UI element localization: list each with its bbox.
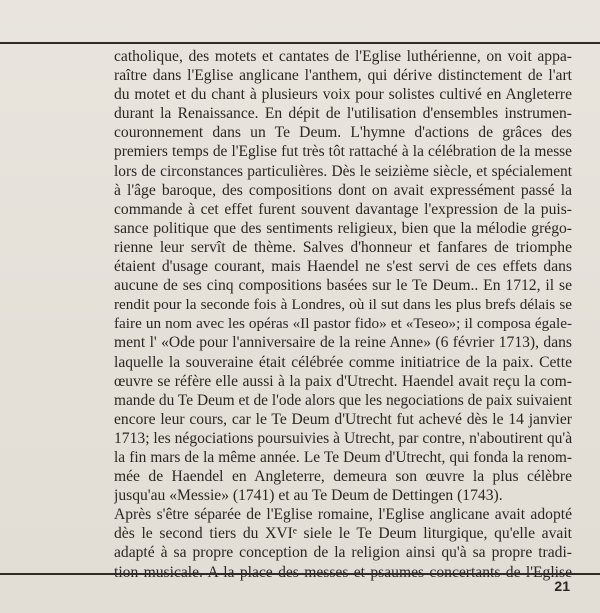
text-line: sance politique que des sentiments religieux, bien que la mélodie grégo- xyxy=(114,219,572,237)
text-line: laquelle la souveraine était célébrée comme initiatrice de la paix. Cette xyxy=(114,353,572,371)
text-line: à l'âge baroque, des compositions dont on avait expressément passé la xyxy=(114,181,572,199)
text-line: la fin mars de la même année. Le Te Deum d'Utrecht, qui fonda la renom- xyxy=(114,448,572,466)
body-text xyxy=(114,47,572,582)
text-line: dès le second tiers du XVIᵉ siele le Te Deum liturgique, qu'elle avait xyxy=(114,525,572,543)
bottom-rule xyxy=(0,573,600,575)
text-line: étaient d'usage courant, mais Haendel ne s'est servi de ces effets dans xyxy=(114,258,572,276)
text-line: commande à cet effet furent souvent davantage l'expression de la puis- xyxy=(114,200,572,218)
text-line: rienne leur servît de thème. Salves d'honneur et fanfares de triomphe xyxy=(114,238,572,256)
text-line: œuvre se réfère elle aussi à la paix d'Utrecht. Haendel avait reçu la com- xyxy=(114,372,572,390)
text-line: premiers temps de l'Eglise fut très tôt rattaché à la célébration de la messe xyxy=(114,143,572,161)
text-line: du motet et du chant à plusieurs voix pour solistes cultivé en Angleterre xyxy=(114,86,572,104)
text-line: mée de Haendel en Angleterre, demeura son œuvre la plus célèbre xyxy=(114,468,572,486)
text-line: jusqu'au «Messie» (1741) et au Te Deum de Dettingen (1743). xyxy=(114,487,503,505)
text-line: encore leur cours, car le Te Deum d'Utrecht fut achevé dès le 14 janvier xyxy=(114,410,572,428)
text-line: 1713; les négociations poursuivies à Utrecht, par contre, n'aboutirent qu'à xyxy=(114,429,572,447)
text-line: aucune de ses cinq compositions basées sur le Te Deum.. En 1712, il se xyxy=(114,277,572,295)
text-line: lors de circonstances particulières. Dès le seizième siècle, et spécialement xyxy=(114,162,572,180)
page-number: 21 xyxy=(554,578,570,594)
top-rule xyxy=(0,42,600,44)
text-line: rendit pour la seconde fois à Londres, où il sut dans les plus brefs délais se xyxy=(114,296,572,314)
text-line: adapté à sa propre conception de la religion ainsi qu'à sa propre tradi- xyxy=(114,544,572,562)
text-line: Après s'être séparée de l'Eglise romaine, l'Eglise anglicane avait adopté xyxy=(114,506,572,524)
text-line: raître dans l'Eglise anglicane l'anthem, qui dérive distinctement de l'art xyxy=(114,67,572,85)
text-line: durant la Renaissance. En dépit de l'utilisation d'ensembles instrumen- xyxy=(114,105,572,123)
text-line: faire un nom avec les opéras «Il pastor fido» et «Teseo»; il composa égale- xyxy=(114,315,572,333)
text-line: ment l' «Ode pour l'anniversaire de la reine Anne» (6 février 1713), dans xyxy=(114,334,572,352)
text-line: couronnement dans un Te Deum. L'hymne d'actions de grâces des xyxy=(114,124,572,142)
text-line: catholique, des motets et cantates de l'Eglise luthérienne, on voit appa- xyxy=(114,48,572,65)
text-line: mande du Te Deum et de l'ode alors que les negociations de paix suivaient xyxy=(114,391,572,409)
